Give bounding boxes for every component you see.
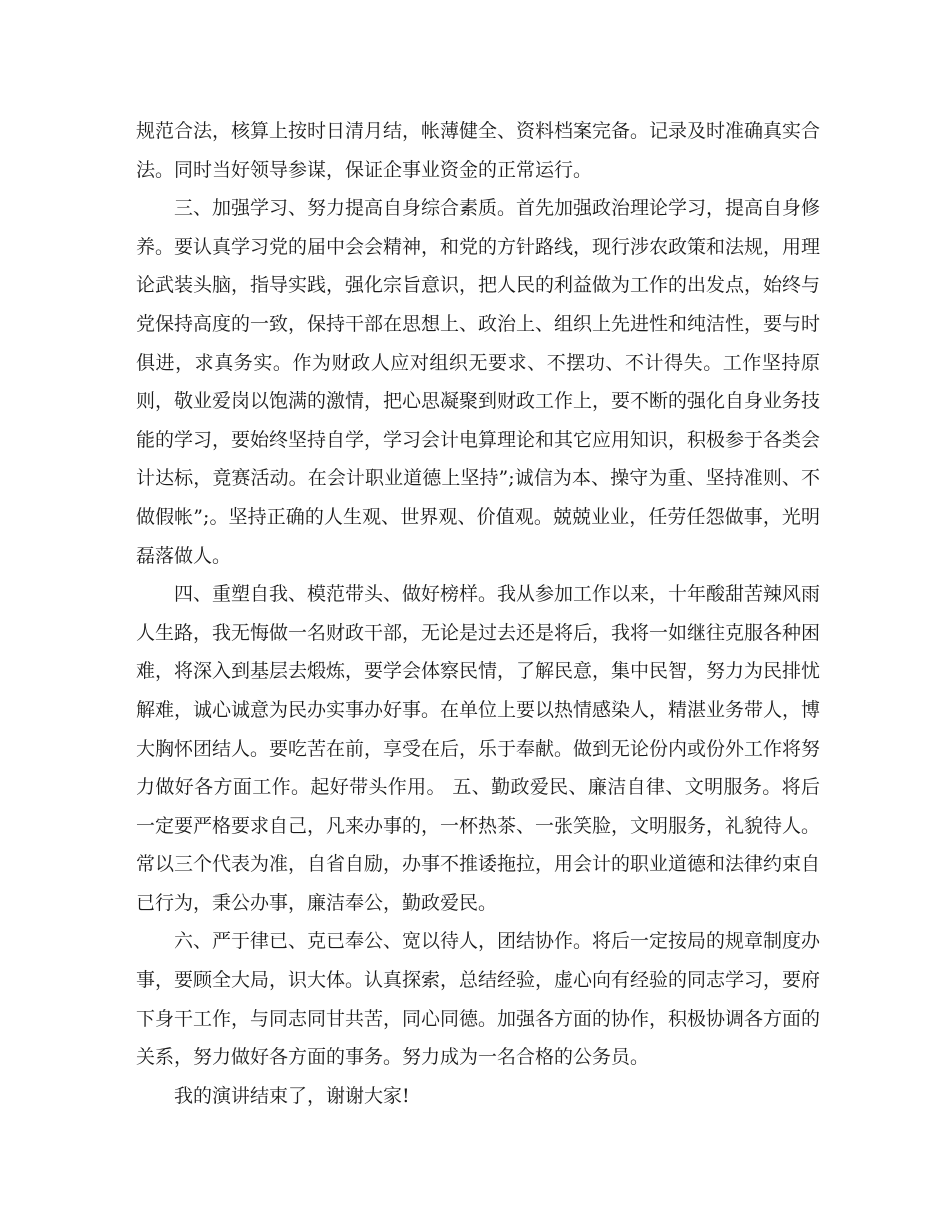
- paragraph-continued: 规范合法，核算上按时日清月结，帐薄健全、资料档案完备。记录及时准确真实合法。同时当好领导参谋，保证企事业资金的正常运行。: [136, 120, 821, 181]
- paragraph-section-three: 三、加强学习、努力提高自身综合素质。首先加强政治理论学习，提高自身修养。要认真学习党的届中会会精神，和党的方针路线，现行涉农政策和法规，用理论武装头脑，指导实践，强化宗旨意识，把人民的利益做为工作的出发点，始终与党保持高度的一致，保持干部在思想上、政治上、组织上先进性和纯洁性，要与时俱进，求真务实。作为财政人应对组织无要求、不摆功、不计得失。工作坚持原则，敬业爱岗以饱满的激情，把心思凝聚到财政工作上，要不断的强化自身业务技能的学习，要始终坚持自学，学习会计电算理论和其它应用知识，积极参于各类会计达标，竟赛活动。在会计职业道德上坚持”;诚信为本、操守为重、坚持准则、不做假帐”;。坚持正确的人生观、世界观、价值观。兢兢业业，任劳任怨做事，光明磊落做人。: [136, 197, 821, 567]
- paragraph-closing: 我的演讲结束了，谢谢大家!: [174, 1084, 410, 1107]
- document-body: [136, 112, 820, 1115]
- paragraph-section-four-five: 四、重塑自我、模范带头、做好榜样。我从参加工作以来，十年酸甜苦辣风雨人生路，我无悔做一名财政干部，无论是过去还是将后，我将一如继往克服各种困难，将深入到基层去煅炼，要学会体察民情，了解民意，集中民智，努力为民排忧解难，诚心诚意为民办实事办好事。在单位上要以热情感染人，精湛业务带人，博大胸怀团结人。要吃苦在前，享受在后，乐于奉献。做到无论份内或份外工作将努力做好各方面工作。起好带头作用。 五、勤政爱民、廉洁自律、文明服务。将后一定要严格要求自己，凡来办事的，一杯热茶、一张笑脸，文明服务，礼貌待人。常以三个代表为准，自省自励，办事不推诿拖拉，用会计的职业道德和法律约束自已行为，秉公办事，廉洁奉公，勤政爱民。: [136, 583, 821, 914]
- paragraph-section-six: 六、严于律已、克已奉公、宽以待人，团结协作。将后一定按局的规章制度办事，要顾全大局，识大体。认真探索，总结经验，虚心向有经验的同志学习，要府下身干工作，与同志同甘共苦，同心同德。加强各方面的协作，积极协调各方面的关系，努力做好各方面的事务。努力成为一名合格的公务员。: [136, 930, 821, 1069]
